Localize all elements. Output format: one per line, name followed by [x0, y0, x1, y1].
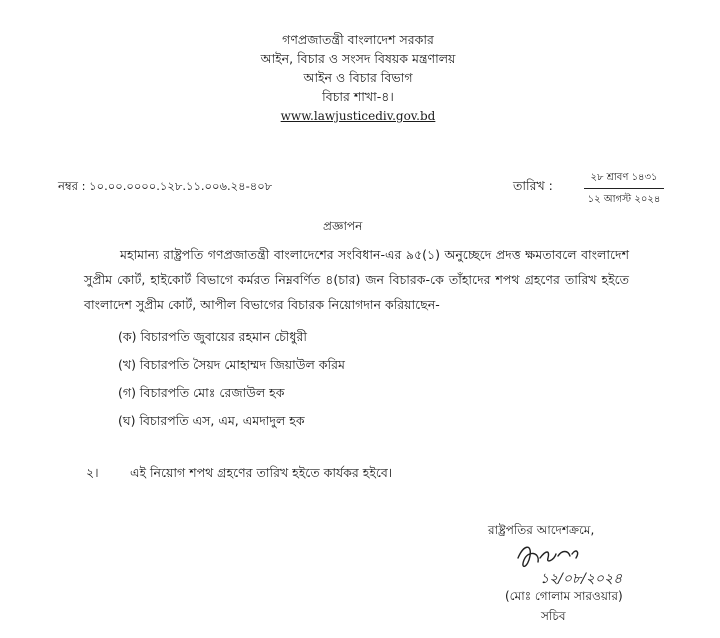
list-item	[118, 410, 345, 438]
list-item	[118, 354, 345, 382]
appointee-ga: (গ) বিচারপতি মোঃ রেজাউল হক	[118, 385, 285, 400]
government-name: গণপ্রজাতন্ত্রী বাংলাদেশ সরকার	[282, 32, 434, 47]
date-bangla: ২৮ শ্রাবণ ১৪৩১	[584, 170, 664, 189]
ministry-name: আইন, বিচার ও সংসদ বিষয়ক মন্ত্রণালয়	[260, 51, 456, 66]
order-line: রাষ্ট্রপতির আদেশক্রমে,	[488, 523, 595, 537]
appointee-ka: (ক) বিচারপতি জুবায়ের রহমান চৌধুরী	[118, 329, 307, 344]
paragraph-text: মহামান্য রাষ্ট্রপতি গণপ্রজাতন্ত্রী বাংলাদেশের সংবিধান-এর ৯৫(১) অনুচ্ছেদে প্রদত্ত ক্ষমতাবলে বাংলাদেশ সুপ্রীম কোর্ট, হাইকোর্ট বিভাগে কর্মরত নিম্নবর্ণিত ৪(চার) জন বিচারক-কে তাঁহাদের শপথ গ্রহণের তারিখ হইতে বাংলাদেশ সুপ্রীম কোর্ট, আপীল বিভাগের বিচারক নিয়োগদান করিয়াছেন-	[84, 247, 629, 312]
appointee-kha: (খ) বিচারপতি সৈয়দ মোহাম্মদ জিয়াউল করিম	[118, 357, 345, 372]
signatory-designation: সচিব	[541, 609, 566, 623]
clause-number: ২।	[86, 465, 99, 480]
clause-text: এই নিয়োগ শপথ গ্রহণের তারিখ হইতে কার্যকর হইবে।	[130, 465, 393, 480]
website-link[interactable]: www.lawjusticediv.gov.bd	[280, 109, 436, 123]
list-item	[118, 382, 345, 410]
memo-number: নম্বর : ১০.০০.০০০০.১২৮.১১.০০৬.২৪-৪০৮	[58, 179, 273, 193]
notice-title: প্রজ্ঞাপন	[323, 219, 363, 233]
letterhead	[228, 30, 488, 126]
date-block	[584, 170, 664, 209]
section-name: বিচার শাখা-৪।	[322, 89, 394, 104]
notification-paragraph	[84, 242, 629, 317]
division-name: আইন ও বিচার বিভাগ	[303, 70, 413, 85]
appointee-gha: (ঘ) বিচারপতি এস, এম, এমদাদুল হক	[118, 413, 305, 428]
date-label: তারিখ :	[513, 178, 553, 193]
appointee-list	[118, 326, 345, 438]
signatory-name: (মোঃ গোলাম সারওয়ার)	[505, 589, 623, 603]
list-item	[118, 326, 345, 354]
date-gregorian: ১২ আগস্ট ২০২৪	[587, 194, 661, 205]
handwritten-date: ১২/০৮/২০২৪	[540, 571, 623, 587]
